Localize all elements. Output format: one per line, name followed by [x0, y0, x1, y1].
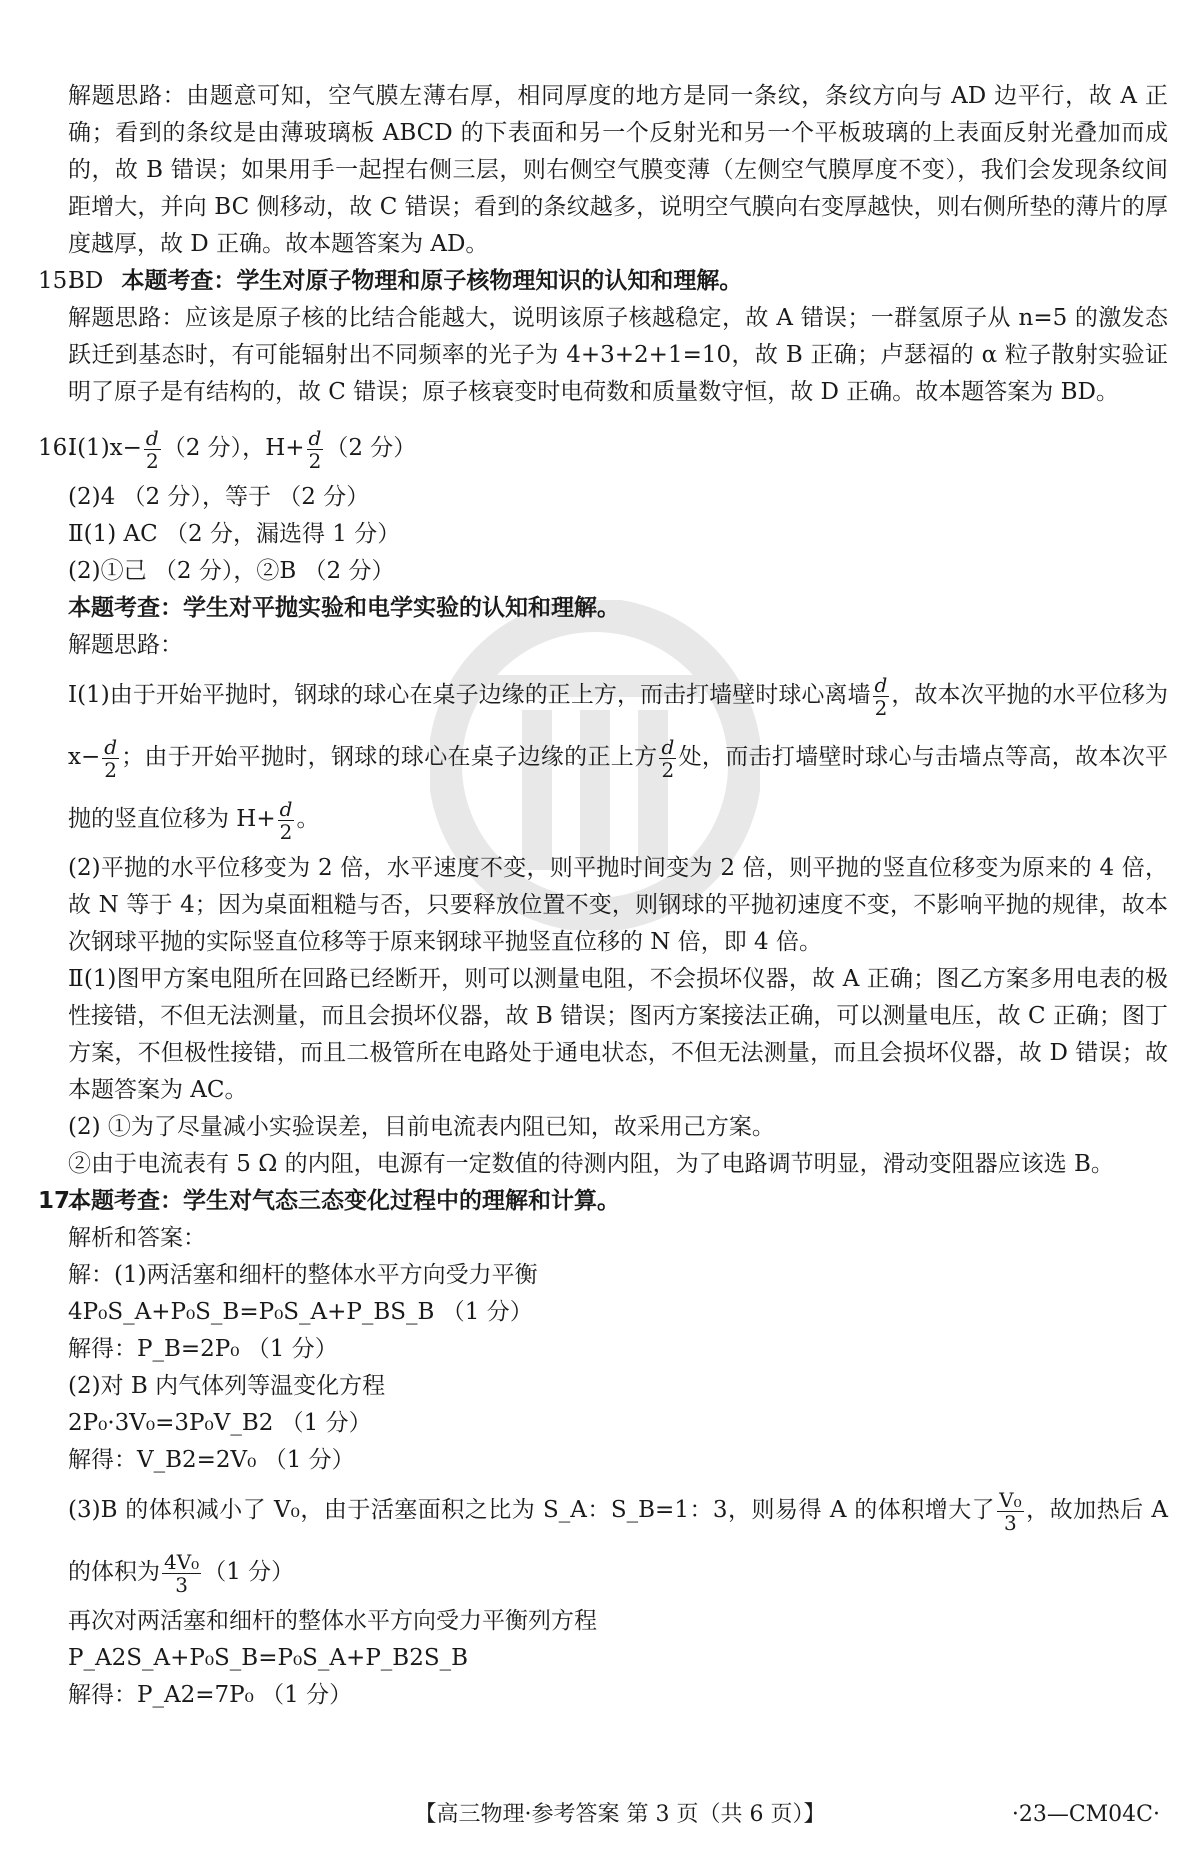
q17-line6: 解得：V_B2=2V₀ （1 分）: [68, 1447, 355, 1473]
q17-line1: 解：(1)两活塞和细杆的整体水平方向受力平衡: [68, 1262, 538, 1288]
q17-line2: 4P₀S_A+P₀S_B=P₀S_A+P_BS_B （1 分）: [68, 1299, 533, 1325]
answer-content: [38, 78, 1168, 1714]
q16-analysis-label: 解题思路：: [68, 632, 183, 658]
q15-number: 15.: [38, 268, 75, 294]
fraction-d-over-2: $\frac{d}{2}$: [308, 425, 322, 473]
q16-analysis-p4: (2) ①为了尽量减小实验误差，目前电流表内阻已知，故采用己方案。: [68, 1114, 775, 1140]
q17-line11: 解得：P_A2=7P₀ （1 分）: [68, 1682, 353, 1708]
q14-analysis: 解题思路：由题意可知，空气膜左薄右厚，相同厚度的地方是同一条纹，条纹方向与 AD 边平行，故 A 正确；看到的条纹是由薄玻璃板 ABCD 的下表面和另一个反射光和另一个平板玻璃的上表面反射光叠加而成的，故 B 错误；如果用手一起捏右侧三层，则右侧空气膜变薄（左侧空气膜厚度不变），我们会发现条纹间距增大，并向 BC 侧移动，故 C 错误；看到的条纹越多，说明空气膜向右变厚越快，则右侧所垫的薄片的厚度越厚，故 D 正确。故本题答案为 AD。: [68, 83, 1168, 257]
q16-answer-line1: 16.Ⅰ(1)x− $\frac{d}{2}$ （2 分），H+ $\frac{d}{2}$ （2 分）: [38, 417, 1168, 479]
q17-number: 17.: [38, 1188, 79, 1214]
q16-analysis-p5: ②由于电流表有 5 Ω 的内阻，电源有一定数值的待测内阻，为了电路调节明显，滑动变阻器应该选 B。: [68, 1151, 1114, 1177]
q17-focus: 17.本题考查：学生对气态三态变化过程中的理解和计算。: [38, 1183, 1168, 1220]
fraction-d-over-2: $\frac{d}{2}$: [104, 734, 118, 782]
q16-analysis-p1: Ⅰ(1)由于开始平抛时，钢球的球心在桌子边缘的正上方，而击打墙壁时球心离墙 $\frac{d}{2}$ ，故本次平抛的水平位移为 x− $\frac{d}{2}$ ；由于开始平抛时，钢球的球心在桌子边缘的正上方 $\frac{d}{2}$ 处，而击打墙壁时球心与击墙点等高，故本次平抛的竖直位移为 H+ $\frac{d}{2}$ 。: [68, 672, 1169, 844]
q17-line7: (3)B 的体积减小了 V₀，由于活塞面积之比为 S_A：S_B=1：3，则易得 A 的体积增大了 $\frac{\text{V₀}}{3}$ ，故加热后 A 的体积为 $\frac{\text{4V₀}}{3}$ （1 分）: [68, 1487, 1168, 1597]
fraction-d-over-2: $\frac{d}{2}$: [661, 734, 675, 782]
q16-answer-line4: (2)①己 （2 分），②B （2 分）: [68, 558, 395, 584]
footer-code: ·23—CM04C·: [1011, 1802, 1160, 1827]
q17-line5: 2P₀·3V₀=3P₀V_B2 （1 分）: [68, 1410, 372, 1436]
q15-answer: BD: [68, 268, 104, 294]
q15-analysis: 解题思路：应该是原子核的比结合能越大，说明该原子核越稳定，故 A 错误；一群氢原子从 n=5 的激发态跃迁到基态时，有可能辐射出不同频率的光子为 4+3+2+1=10，故 B 正确；卢瑟福的 α 粒子散射实验证明了原子是有结构的，故 C 错误；原子核衰变时电荷数和质量数守恒，故 D 正确。故本题答案为 BD。: [68, 305, 1168, 405]
footer-page-info: 【高三物理·参考答案 第 3 页（共 6 页）】: [414, 1802, 826, 1827]
q15-focus: 本题考查：学生对原子物理和原子核物理知识的认知和理解。: [121, 268, 743, 294]
page-footer: [0, 1800, 1200, 1830]
fraction-d-over-2: $\frac{d}{2}$: [145, 425, 159, 473]
fraction-d-over-2: $\frac{d}{2}$: [279, 796, 293, 844]
q15-header: [38, 263, 1168, 300]
q16-focus: 本题考查：学生对平抛实验和电学实验的认知和理解。: [68, 595, 620, 621]
q16-analysis-p3: Ⅱ(1)图甲方案电阻所在回路已经断开，则可以测量电阻，不会损坏仪器，故 A 正确；图乙方案多用电表的极性接错，不但无法测量，而且会损坏仪器，故 B 错误；图丙方案接法正确，可以测量电压，故 C 正确；图丁方案，不但极性接错，而且二极管所在电路处于通电状态，不但无法测量，而且会损坏仪器，故 D 错误；故本题答案为 AC。: [68, 966, 1168, 1103]
q16-answer-line3: Ⅱ(1) AC （2 分，漏选得 1 分）: [68, 521, 401, 547]
fraction-d-over-2: $\frac{d}{2}$: [874, 672, 888, 720]
q17-line10: P_A2S_A+P₀S_B=P₀S_A+P_B2S_B: [68, 1645, 468, 1671]
fraction-4v0-over-3: $\frac{\text{4V₀}}{3}$: [164, 1549, 200, 1597]
q16-number: 16.: [38, 435, 75, 461]
fraction-v0-over-3: $\frac{\text{V₀}}{3}$: [999, 1487, 1022, 1535]
q17-analysis-label: 解析和答案：: [68, 1225, 206, 1251]
q17-line3: 解得：P_B=2P₀ （1 分）: [68, 1336, 338, 1362]
q16-analysis-p2: (2)平抛的水平位移变为 2 倍，水平速度不变，则平抛时间变为 2 倍，则平抛的竖直位移变为原来的 4 倍，故 N 等于 4；因为桌面粗糙与否，只要释放位置不变，则钢球的平抛初速度不变，不影响平抛的规律，故本次钢球平抛的实际竖直位移等于原来钢球平抛竖直位移的 N 倍，即 4 倍。: [68, 855, 1168, 955]
q17-line4: (2)对 B 内气体列等温变化方程: [68, 1373, 386, 1399]
q17-line9: 再次对两活塞和细杆的整体水平方向受力平衡列方程: [68, 1608, 597, 1634]
q16-answer-line2: (2)4 （2 分），等于 （2 分）: [68, 484, 370, 510]
